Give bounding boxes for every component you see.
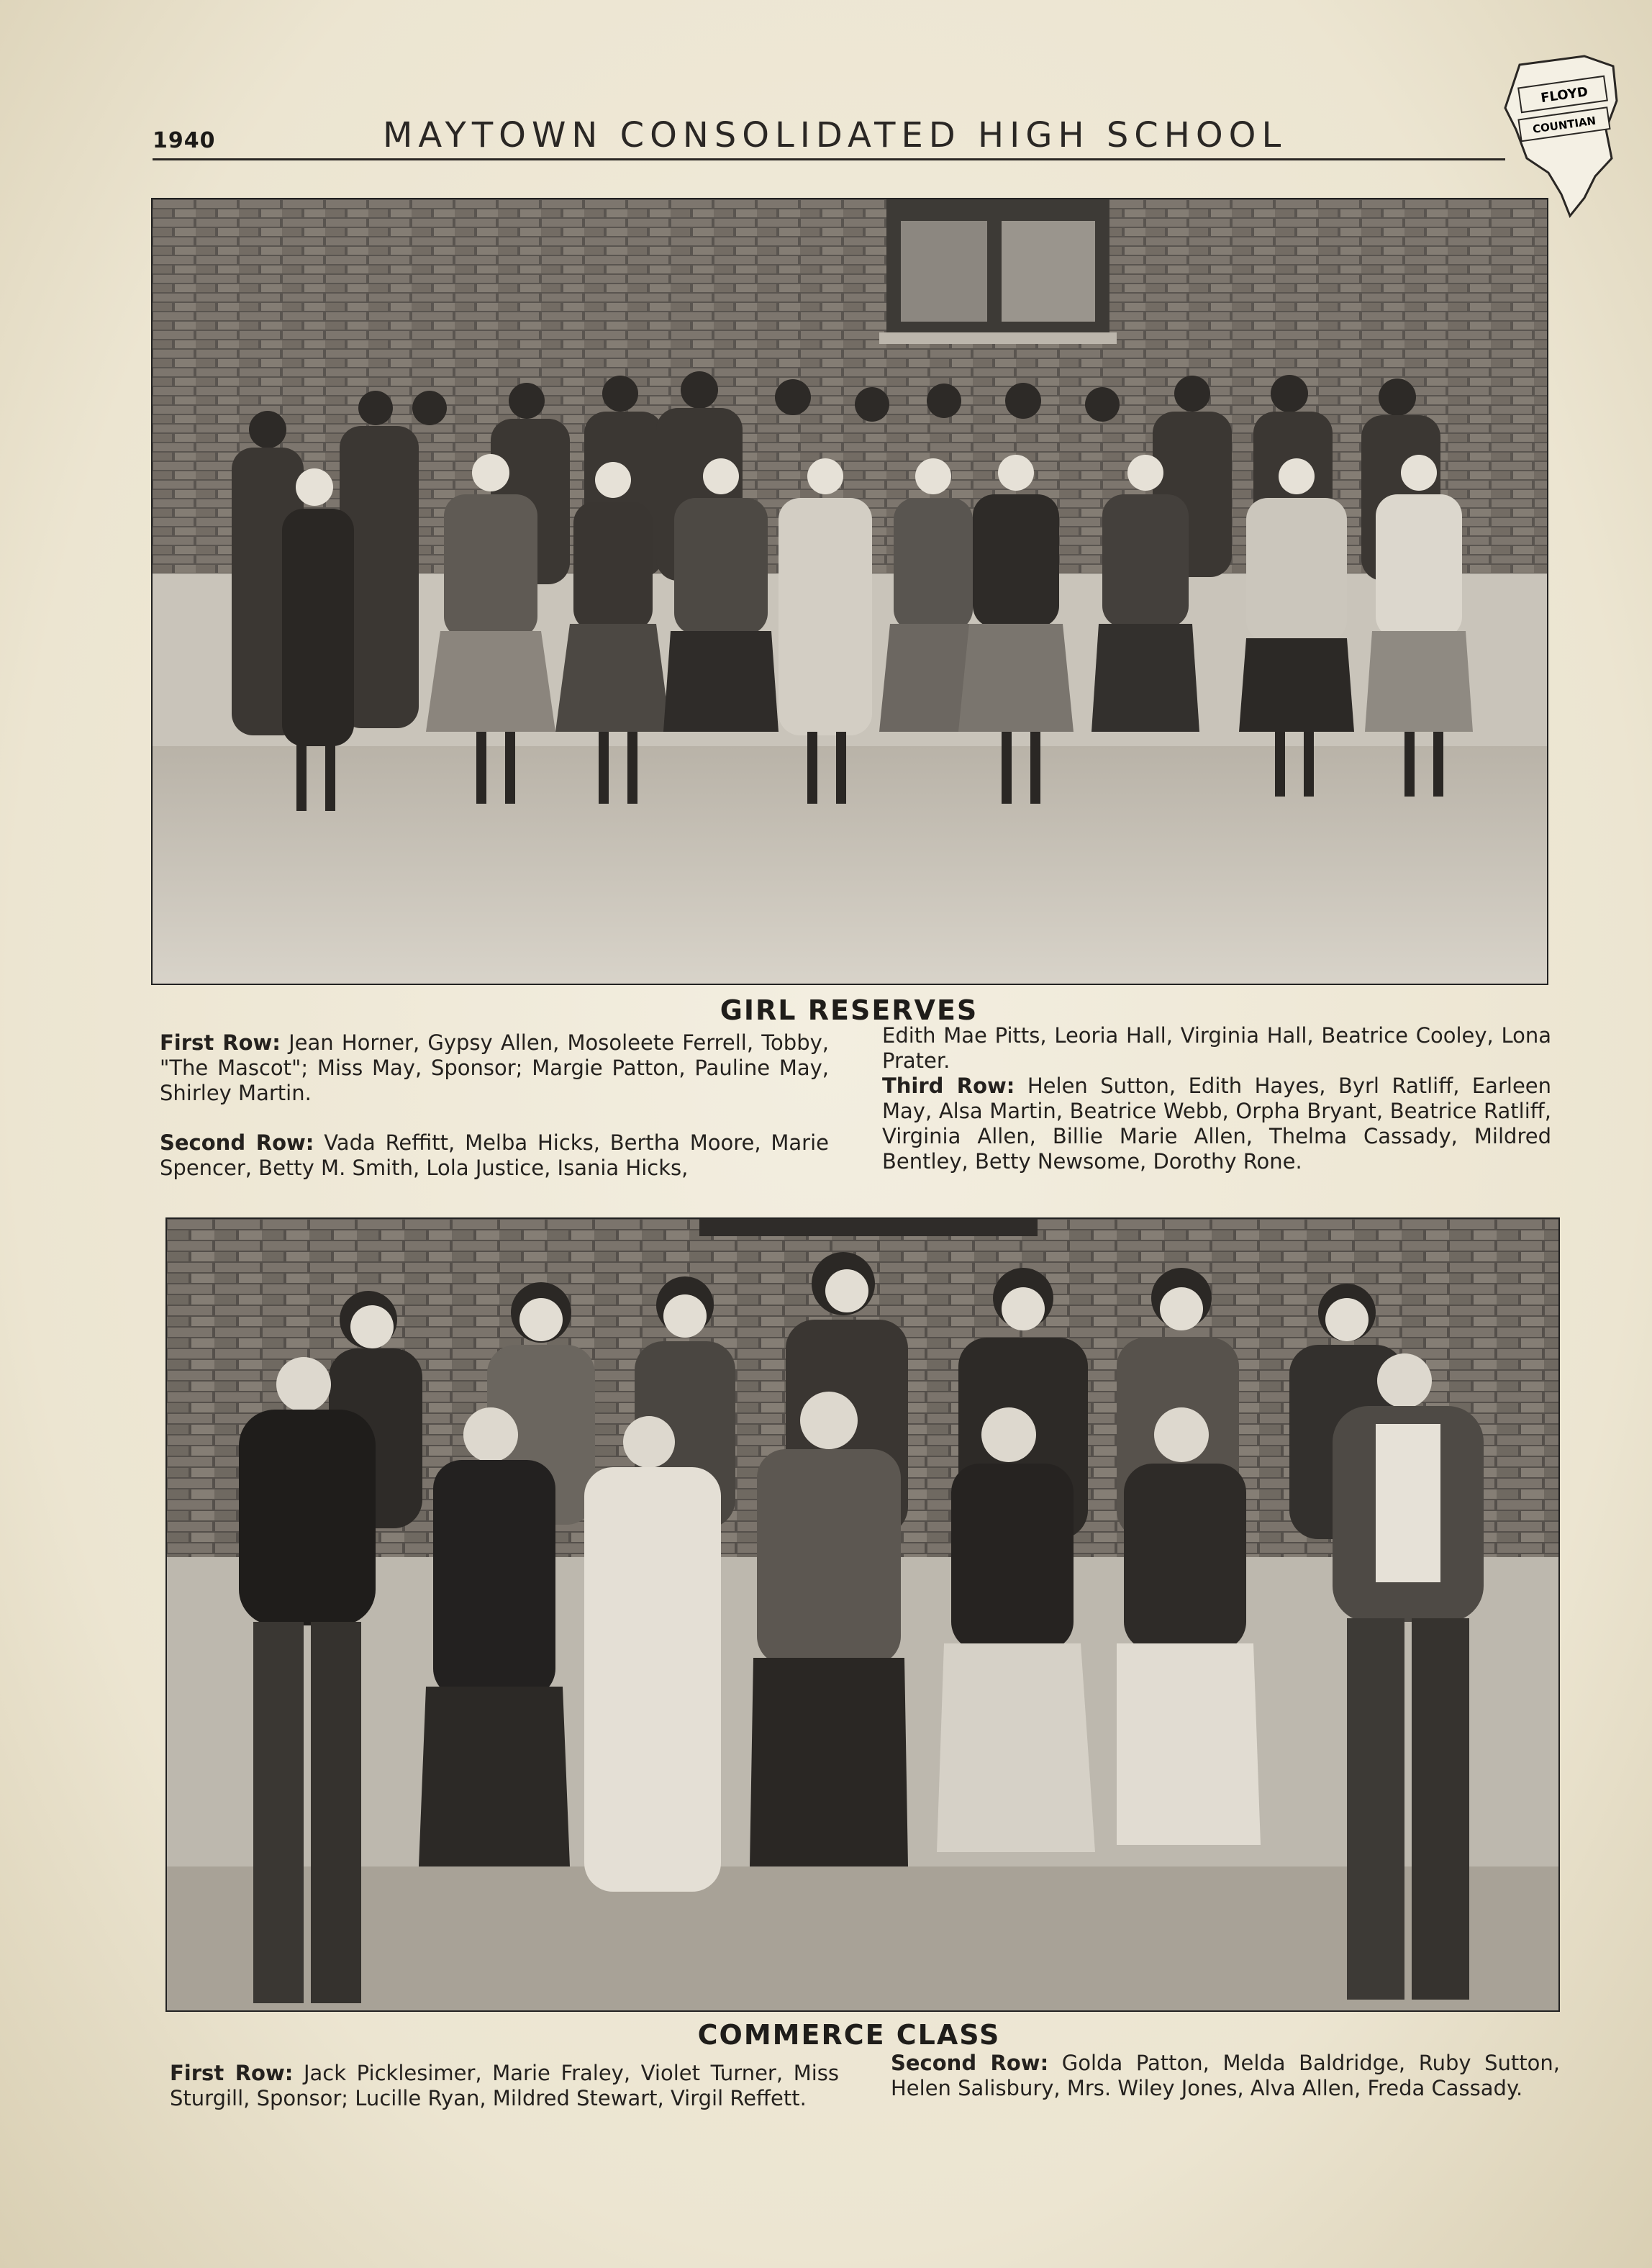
school-name: MAYTOWN CONSOLIDATED HIGH SCHOOL bbox=[383, 115, 1287, 155]
year-label: 1940 bbox=[153, 128, 216, 153]
commerce-first-row-label: First Row: bbox=[170, 2061, 294, 2085]
commerce-class-caption-right bbox=[891, 2051, 1560, 2126]
girl-reserves-caption-left bbox=[160, 1030, 829, 1205]
commerce-class-title: COMMERCE CLASS bbox=[697, 2019, 1001, 2051]
page-header bbox=[153, 115, 1505, 160]
logo-text-floyd: FLOYD bbox=[1540, 84, 1589, 106]
girl-reserves-photo bbox=[151, 198, 1548, 985]
girl-reserves-caption-right bbox=[882, 1023, 1551, 1199]
commerce-first-row bbox=[170, 2061, 839, 2111]
second-row-label: Second Row: bbox=[160, 1130, 314, 1155]
commerce-class-photo bbox=[165, 1217, 1560, 2012]
logo-text-countian: COUNTIAN bbox=[1532, 114, 1597, 136]
first-row-names: Jean Horner, Gypsy Allen, Mosoleete Ferrell, Tobby, "The Mascot"; Miss May, Sponsor; Margie Patton, Pauline May, Shirley Martin. bbox=[160, 1030, 829, 1105]
second-row-names-part1: Vada Reffitt, Melba Hicks, Bertha Moore, Marie Spencer, Betty M. Smith, Lola Justice, Isania Hicks, bbox=[160, 1130, 829, 1180]
third-row-names: Helen Sutton, Edith Hayes, Byrl Ratliff, Earleen May, Alsa Martin, Beatrice Webb, Orpha Bryant, Beatrice Ratliff, Virginia Allen, Billie Marie Allen, Thelma Cassady, Mildred Bentley, Betty Newsome, Dorothy Rone. bbox=[882, 1074, 1552, 1174]
commerce-second-row bbox=[891, 2051, 1560, 2101]
commerce-second-row-label: Second Row: bbox=[891, 2051, 1049, 2075]
second-row-names-part2: Edith Mae Pitts, Leoria Hall, Virginia Hall, Beatrice Cooley, Lona Prater. bbox=[882, 1023, 1551, 1073]
third-row-label: Third Row: bbox=[882, 1074, 1015, 1098]
header-rule bbox=[153, 158, 1505, 160]
commerce-second-row-names: Golda Patton, Melda Baldridge, Ruby Sutton, Helen Salisbury, Mrs. Wiley Jones, Alva Allen, Freda Cassady. bbox=[891, 2051, 1560, 2100]
commerce-first-row-names: Jack Picklesimer, Marie Fraley, Violet Turner, Miss Sturgill, Sponsor; Lucille Ryan, Mildred Stewart, Virgil Reffett. bbox=[170, 2061, 839, 2110]
first-row-label: First Row: bbox=[160, 1030, 281, 1055]
girl-reserves-third-row bbox=[882, 1074, 1551, 1174]
floyd-countian-logo bbox=[1498, 50, 1620, 223]
girl-reserves-second-row bbox=[160, 1130, 829, 1181]
girl-reserves-title: GIRL RESERVES bbox=[720, 994, 979, 1026]
commerce-class-caption-left bbox=[170, 2061, 839, 2136]
second-row-continued bbox=[882, 1023, 1551, 1074]
girl-reserves-first-row bbox=[160, 1030, 829, 1106]
